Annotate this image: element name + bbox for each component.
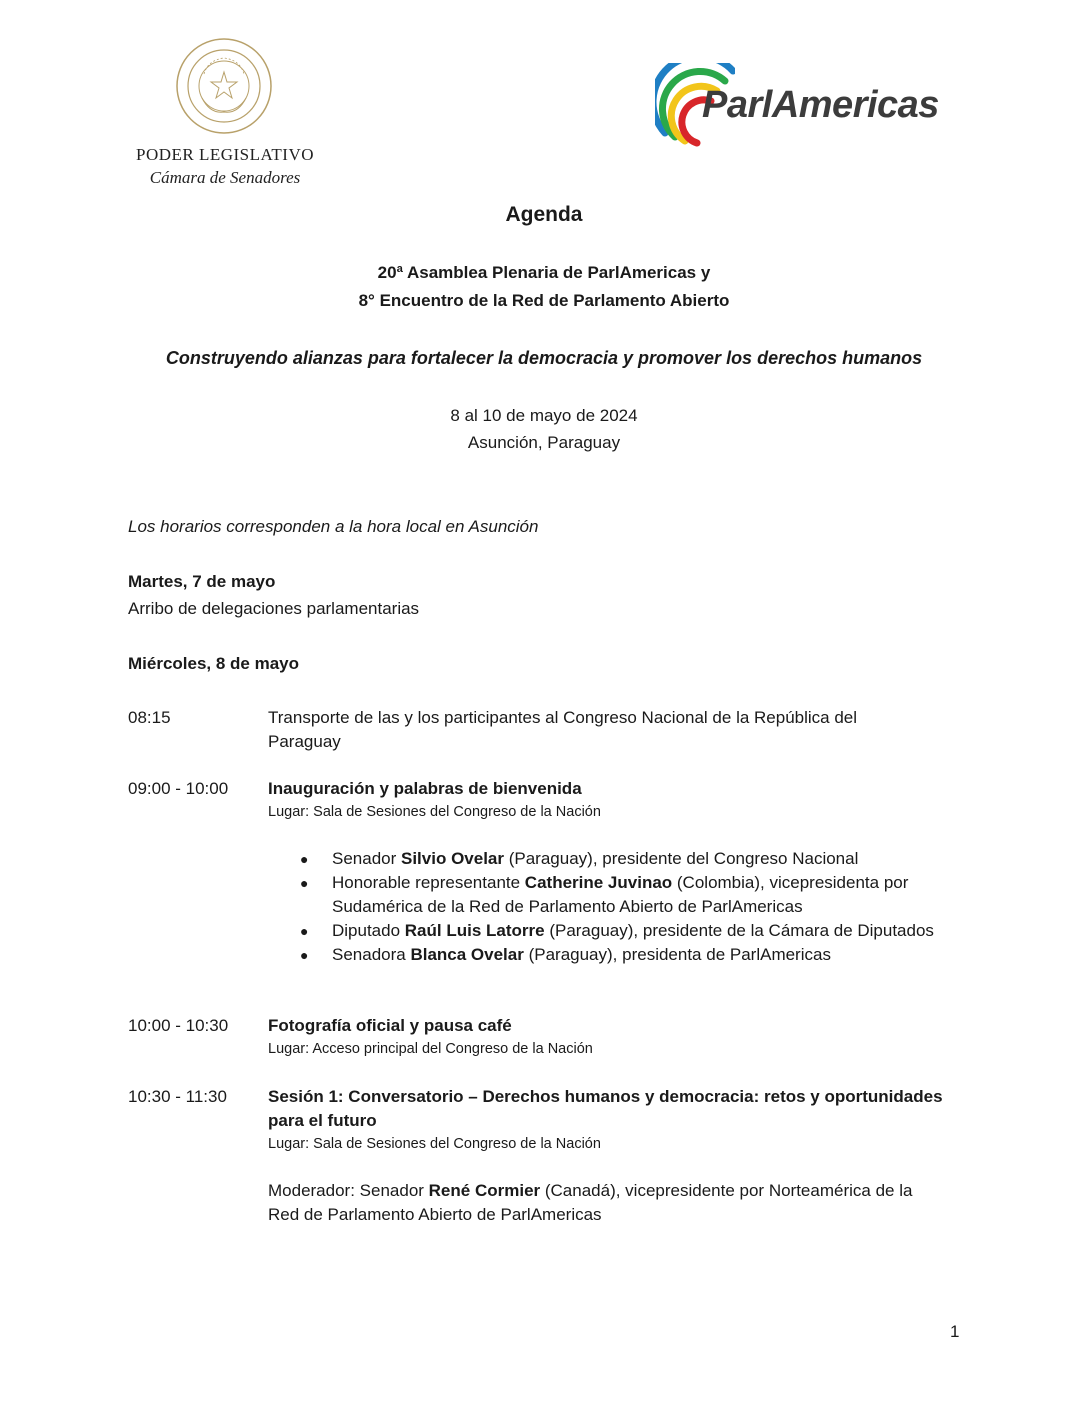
item-time: 10:30 - 11:30 (128, 1087, 227, 1106)
day-heading-tuesday: Martes, 7 de mayo (128, 572, 276, 591)
page-number: 1 (950, 1322, 960, 1341)
event-line-2: 8° Encuentro de la Red de Parlamento Abierto (358, 291, 730, 310)
day-heading-wednesday: Miércoles, 8 de mayo (128, 654, 300, 673)
list-item: ● Senadora Blanca Ovelar (Paraguay), presidenta de ParlAmericas (300, 943, 950, 967)
item-place: Lugar: Acceso principal del Congreso de la Nación (268, 1041, 593, 1057)
event-dates: 8 al 10 de mayo de 2024 (450, 406, 638, 425)
item-title: Sesión 1: Conversatorio – Derechos humanos y democracia: retos y oportunidades para el futuro (268, 1087, 943, 1130)
speaker-name: Catherine Juvinao (524, 873, 673, 892)
event-place: Asunción, Paraguay (467, 433, 621, 452)
timezone-note: Los horarios corresponden a la hora local en Asunción (128, 517, 539, 536)
event-theme: Construyendo alianzas para fortalecer la democracia y promover los derechos humanos (165, 348, 923, 368)
item-text: Transporte de las y los participantes al Congreso Nacional de la República del Paraguay (268, 708, 858, 751)
item-time: 09:00 - 10:00 (128, 779, 229, 798)
speaker-name: Silvio Ovelar (401, 849, 504, 868)
item-time: 08:15 (128, 708, 171, 727)
item-moderator: Moderador: Senador René Cormier (Canadá), vicepresidente por Norteamérica de la Red de Parlamento Abierto de ParlAmericas (268, 1181, 913, 1224)
camara-senadores-text: Cámara de Senadores (149, 168, 301, 187)
item-place: Lugar: Sala de Sesiones del Congreso de la Nación (268, 1136, 601, 1152)
page-title: Agenda (505, 203, 583, 226)
speaker-name: Blanca Ovelar (410, 945, 524, 964)
item-title: Inauguración y palabras de bienvenida (268, 779, 582, 798)
coat-of-arms-seal (174, 36, 274, 136)
speaker-name: Raúl Luis Latorre (404, 921, 545, 940)
day-desc-tuesday: Arribo de delegaciones parlamentarias (128, 599, 420, 618)
item-time: 10:00 - 10:30 (128, 1016, 229, 1035)
item-place: Lugar: Sala de Sesiones del Congreso de la Nación (268, 804, 601, 820)
item-title: Fotografía oficial y pausa café (268, 1016, 512, 1035)
speaker-list (300, 847, 950, 967)
poder-legislativo-text: PODER LEGISLATIVO (135, 145, 315, 164)
list-item: ● Honorable representante Catherine Juvinao (Colombia), vicepresidenta por Sudamérica de la Red de Parlamento Abierto de ParlAmericas (300, 871, 950, 919)
parlamericas-wordmark: ParlAmericas (702, 84, 939, 126)
moderator-name: René Cormier (428, 1181, 541, 1200)
list-item: ● Diputado Raúl Luis Latorre (Paraguay), presidente de la Cámara de Diputados (300, 919, 950, 943)
list-item: ● Senador Silvio Ovelar (Paraguay), presidente del Congreso Nacional (300, 847, 950, 871)
event-line-1: 20ª Asamblea Plenaria de ParlAmericas y (377, 263, 711, 282)
